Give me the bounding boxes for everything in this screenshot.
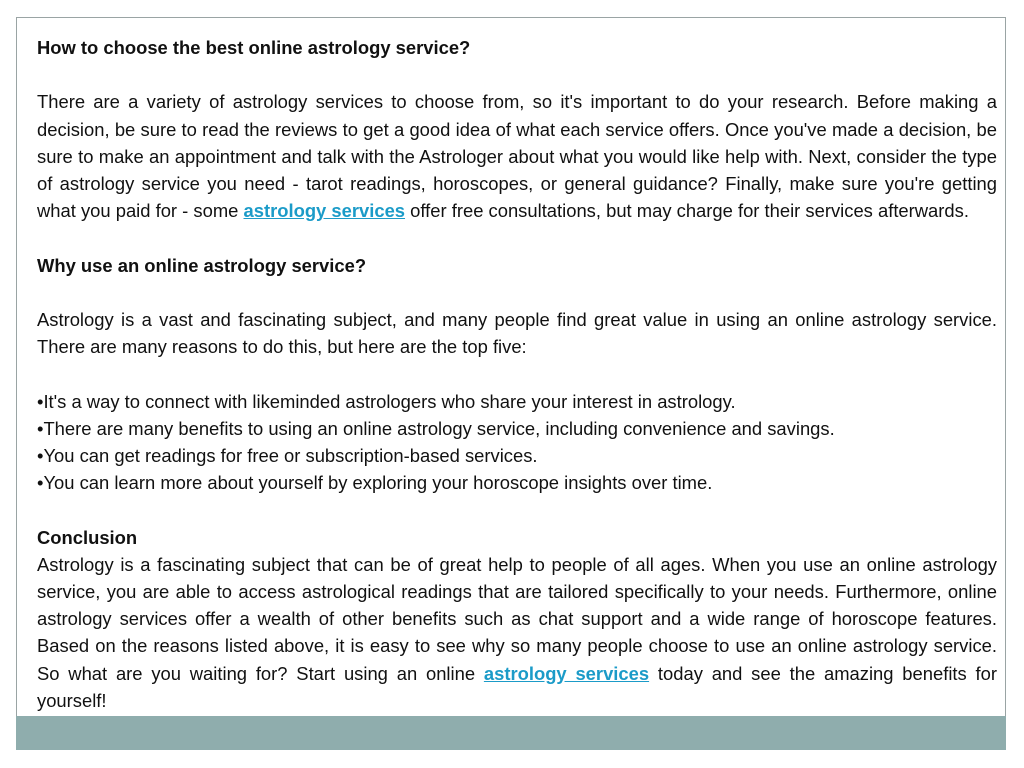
footer-band: [16, 716, 1006, 750]
paragraph-text: Astrology is a fascinating subject that can be of great help to people of all ages. When you use an online astrology service, you are able to access astrological readings that are tailored specifically to your needs. Furthermore, online astrology services offer a wealth of other benefits such as chat support and a wide range of horoscope features. Based on the reasons listed above, it is easy to see why so many people choose to use an online astrology service. So what are you waiting for? Start using an online: [37, 553, 997, 684]
paragraph-conclusion: [37, 551, 997, 714]
paragraph-text: offer free consultations, but may charge for their services afterwards.: [410, 200, 969, 222]
spacer: [37, 61, 997, 88]
article-content: [37, 34, 997, 714]
bullet-item: •There are many benefits to using an online astrology service, including convenience and savings.: [37, 417, 835, 439]
bullet-item: •You can get readings for free or subscription-based services.: [37, 444, 538, 466]
heading-conclusion: Conclusion: [37, 526, 138, 548]
astrology-services-link[interactable]: astrology services: [483, 662, 650, 684]
paragraph-text: There are a variety of astrology services to choose from, so it's important to do your research. Before making a decision, be sure to read the reviews to get a good idea of what each service offers. Once you've made a decision, be sure to make an appointment and talk with the Astrologer about what you would like help with. Next, consider the type of astrology service you need - tarot readings, horoscopes, or general guidance? Finally, make sure you're getting what you paid for - some: [37, 91, 997, 222]
astrology-services-link[interactable]: astrology services: [243, 200, 406, 222]
paragraph-how-to-choose: [37, 88, 997, 224]
heading-how-to-choose: How to choose the best online astrology service?: [37, 37, 471, 58]
spacer: [37, 360, 997, 387]
paragraph-why-use-intro: Astrology is a vast and fascinating subject, and many people find great value in using an online astrology service. There are many reasons to do this, but here are the top five:: [37, 308, 997, 358]
paragraph-text: today and see the amazing benefits for yourself!: [37, 662, 997, 711]
bullet-item: •It's a way to connect with likeminded astrologers who share your interest in astrology.: [37, 390, 736, 412]
bullet-item: •You can learn more about yourself by exploring your horoscope insights over time.: [37, 472, 713, 494]
spacer: [37, 224, 997, 251]
heading-why-use: Why use an online astrology service?: [37, 254, 367, 276]
spacer: [37, 496, 997, 523]
spacer: [37, 279, 997, 306]
